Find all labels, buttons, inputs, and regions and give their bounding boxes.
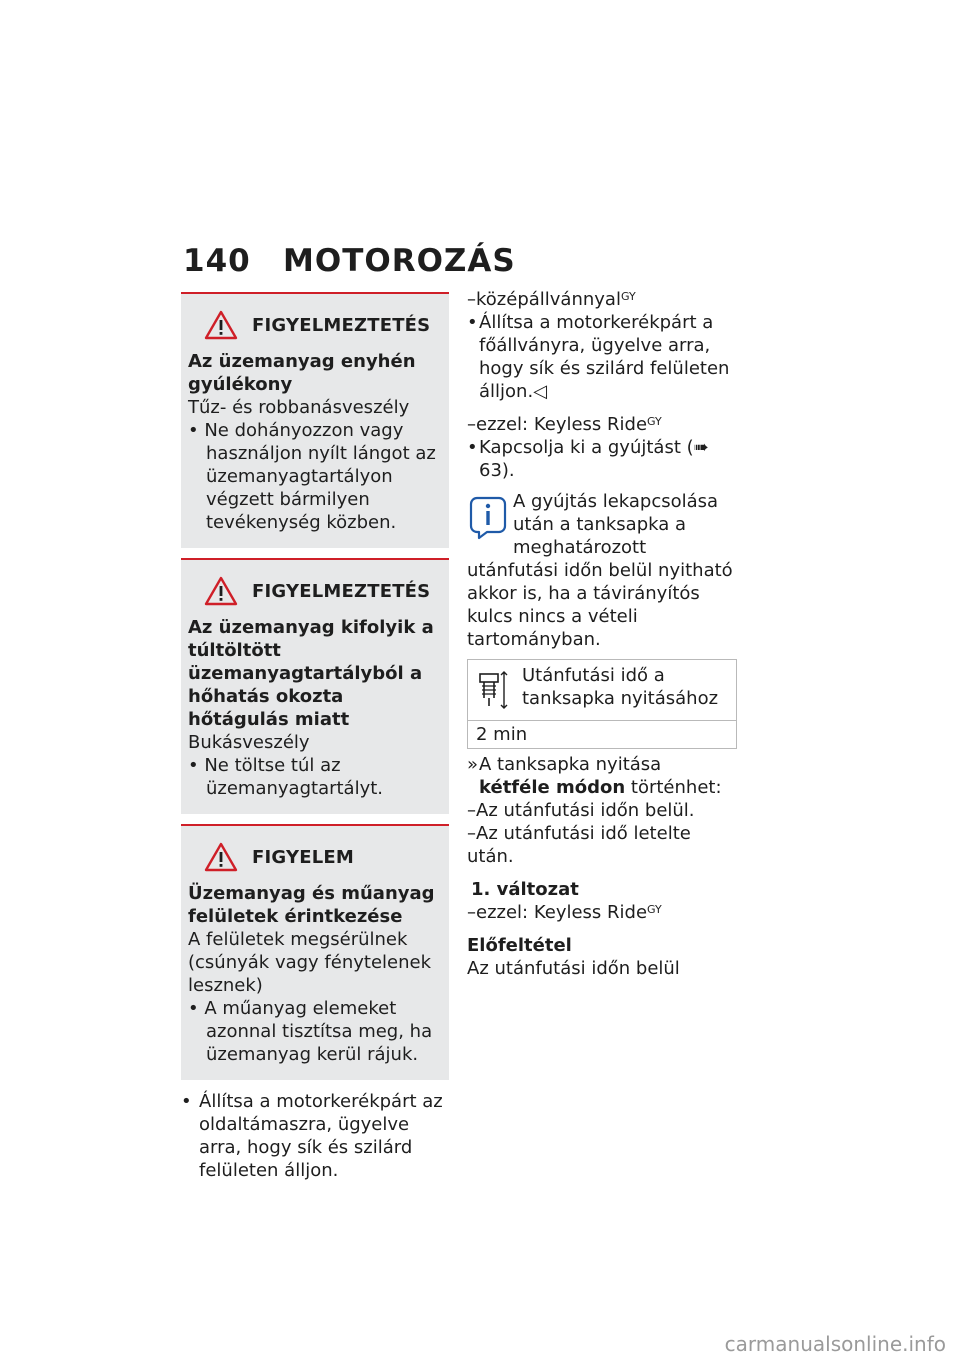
ignition-step: • Kapcsolja ki a gyújtást (➠ 63). (467, 436, 737, 482)
keyless-condition-2: –ezzel: Keyless Ride$^{GY}$ (467, 902, 662, 923)
variant-heading: 1. változat (471, 879, 579, 900)
warning-subtitle: Bukásveszély (188, 732, 310, 753)
table-label: Utánfutási idő a tanksapka nyitásához (522, 665, 719, 709)
precondition-text: Az utánfutási időn belül (467, 958, 680, 979)
warning-bullet: • Ne töltse túl az üzemanyagtartályt. (188, 754, 443, 800)
warning-box-2 (181, 558, 449, 814)
warning-triangle-icon (204, 310, 238, 340)
option-after-time: –Az utánfutási idő letelte után. (467, 823, 691, 867)
precondition-heading: Előfeltétel (467, 935, 572, 956)
warning-triangle-icon (204, 576, 238, 606)
warning-title: Az üzemanyag kifolyik a túltöltött üzemanyagtartályból a hőhatás okozta hőtágulás miatt (188, 617, 434, 730)
fuel-cap-timer-icon (476, 668, 510, 712)
warning-triangle-icon (204, 842, 238, 872)
info-note-text: A gyújtás lekapcsolása után a tanksapka a meghatározott utánfutási időn belül nyitható akkor is, ha a távirányítós kulcs nincs a vételi tartományban. (467, 491, 733, 650)
keyless-condition: –ezzel: Keyless Ride$^{GY}$ (467, 414, 662, 435)
watermark: carmanualsonline.info (724, 1332, 946, 1356)
caution-subtitle: A felületek megsérülnek (csúnyák vagy fénytelenek lesznek) (188, 929, 432, 996)
warning-box-1 (181, 292, 449, 548)
page-number: 140 (183, 243, 251, 279)
table-value: 2 min (476, 724, 528, 745)
center-stand-condition: –középállvánnyal$^{GY}$ (467, 289, 636, 310)
warning-label: FIGYELMEZTETÉS (252, 580, 431, 602)
center-stand-step: • Állítsa a motorkerékpárt a főállványra, ügyelve arra, hogy sík és szilárd felületen álljon.◁ (467, 311, 737, 403)
option-within-time: –Az utánfutási időn belül. (467, 800, 695, 821)
page-title: MOTOROZÁS (283, 243, 516, 279)
warning-title: Az üzemanyag enyhén gyúlékony (188, 351, 416, 395)
caution-box (181, 824, 449, 1080)
side-stand-step: • Állítsa a motorkerékpárt az oldaltámaszra, ügyelve arra, hogy sík és szilárd felületen álljon. (181, 1090, 449, 1182)
caution-title: Üzemanyag és műanyag felületek érintkezése (188, 883, 435, 927)
warning-bullet: • Ne dohányozzon vagy használjon nyílt lángot az üzemanyagtartályon végzett bármilyen tevékenység közben. (188, 419, 443, 534)
result-line: » A tanksapka nyitása kétféle módon történhet: (467, 753, 737, 799)
info-note (467, 490, 737, 651)
info-icon (469, 494, 507, 540)
caution-bullet: • A műanyag elemeket azonnal tisztítsa meg, ha üzemanyag kerül rájuk. (188, 997, 443, 1066)
warning-label: FIGYELMEZTETÉS (252, 314, 431, 336)
caution-label: FIGYELEM (252, 846, 354, 868)
runoff-time-table (467, 659, 737, 749)
warning-subtitle: Tűz- és robbanásveszély (188, 397, 410, 418)
right-column (467, 288, 737, 980)
left-column (181, 292, 449, 1182)
page-header (183, 243, 516, 279)
